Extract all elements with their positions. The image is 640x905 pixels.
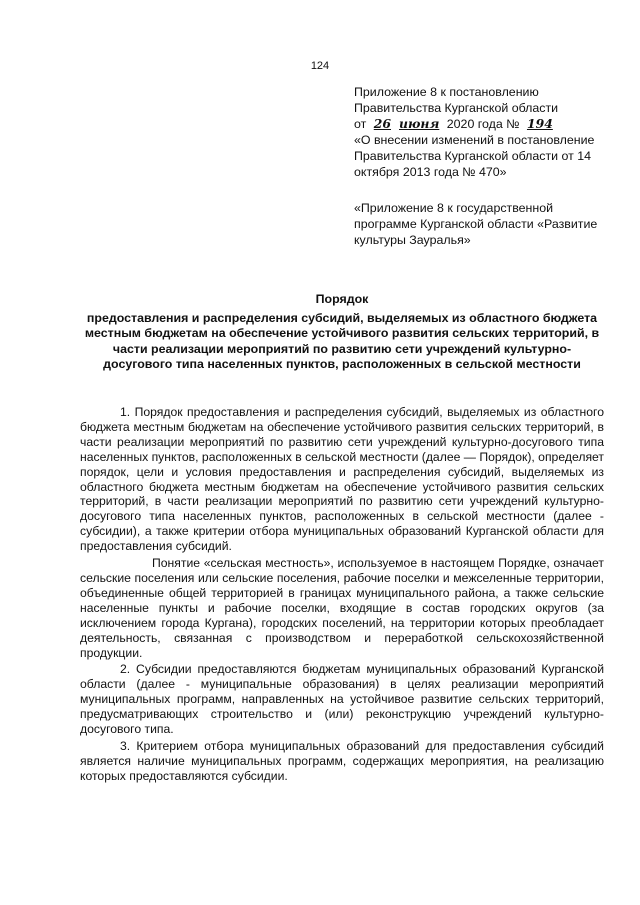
document-body <box>80 405 604 786</box>
paragraph-2: Понятие «сельская местность», используемое в настоящем Порядке, означает сельские поселения или сельские поселения, рабочие поселки и межселенные территории, объединенные общей территорией в границах муниципального района, а также сельские населенные пункты и рабочие поселки, входящие в состав городских округов (за исключением города Кургана), городских поселений, на территории которых преобладает деятельность, связанная с производством и переработкой сельскохозяйственной продукции. <box>80 556 604 660</box>
annex-line-1: Приложение 8 к постановлению <box>354 85 539 99</box>
paragraph-1: 1. Порядок предоставления и распределения субсидий, выделяемых из областного бюджета местным бюджетам на обеспечение устойчивого развития сельских территорий, в части реализации мероприятий по развитию сети учреждений культурно-досугового типа населенных пунктов, расположенных в сельской местности (далее — Порядок), определяет порядок, цели и условия предоставления и распределения субсидий, выделяемых из областного бюджета местным бюджетам на обеспечение устойчивого развития сельских территорий, в части реализации мероприятий по развитию сети учреждений культурно-досугового типа населенных пунктов, расположенных в сельской местности (далее - субсидии), а также критерии отбора муниципальных образований Курганской области для предоставления субсидий. <box>80 405 604 554</box>
annex-date-line <box>354 116 604 132</box>
title-subtitle: предоставления и распределения субсидий, выделяемых из областного бюджета местным бюджетам на обеспечение устойчивого развития сельских территорий, в части реализации мероприятий по развитию сети учреждений культурно-досугового типа населенных пунктов, расположенных в сельской местности <box>84 310 600 371</box>
title-heading: Порядок <box>315 292 369 306</box>
paragraph-3: 2. Субсидии предоставляются бюджетам муниципальных образований Курганской области (далее - муниципальные образования) в целях реализации мероприятий муниципальных программ, направленных на устойчивое развитие сельских территорий, предусматривающих строительство и (или) реконструкцию учреждений культурно-досугового типа. <box>80 662 604 737</box>
handwritten-month: июня <box>399 116 440 131</box>
handwritten-day: 26 <box>373 116 391 131</box>
page-number: 124 <box>310 60 330 72</box>
annex-year-label: 2020 года № <box>446 117 520 131</box>
document-title <box>80 292 604 373</box>
paragraph-4: 3. Критерием отбора муниципальных образований для предоставления субсидий является наличие муниципальных программ, содержащих мероприятия, на реализацию которых предоставляются субсидии. <box>80 738 604 783</box>
annex-program-ref: «Приложение 8 к государственной программе Курганской области «Развитие культуры Зауралья» <box>354 201 598 247</box>
annex-from-label: от <box>354 117 367 131</box>
handwritten-doc-number: 194 <box>526 116 553 131</box>
annex-block <box>354 84 604 248</box>
annex-line-2: Правительства Курганской области <box>354 101 559 115</box>
annex-about: «О внесении изменений в постановление Правительства Курганской области от 14 октября 2013 года № 470» <box>354 133 595 179</box>
